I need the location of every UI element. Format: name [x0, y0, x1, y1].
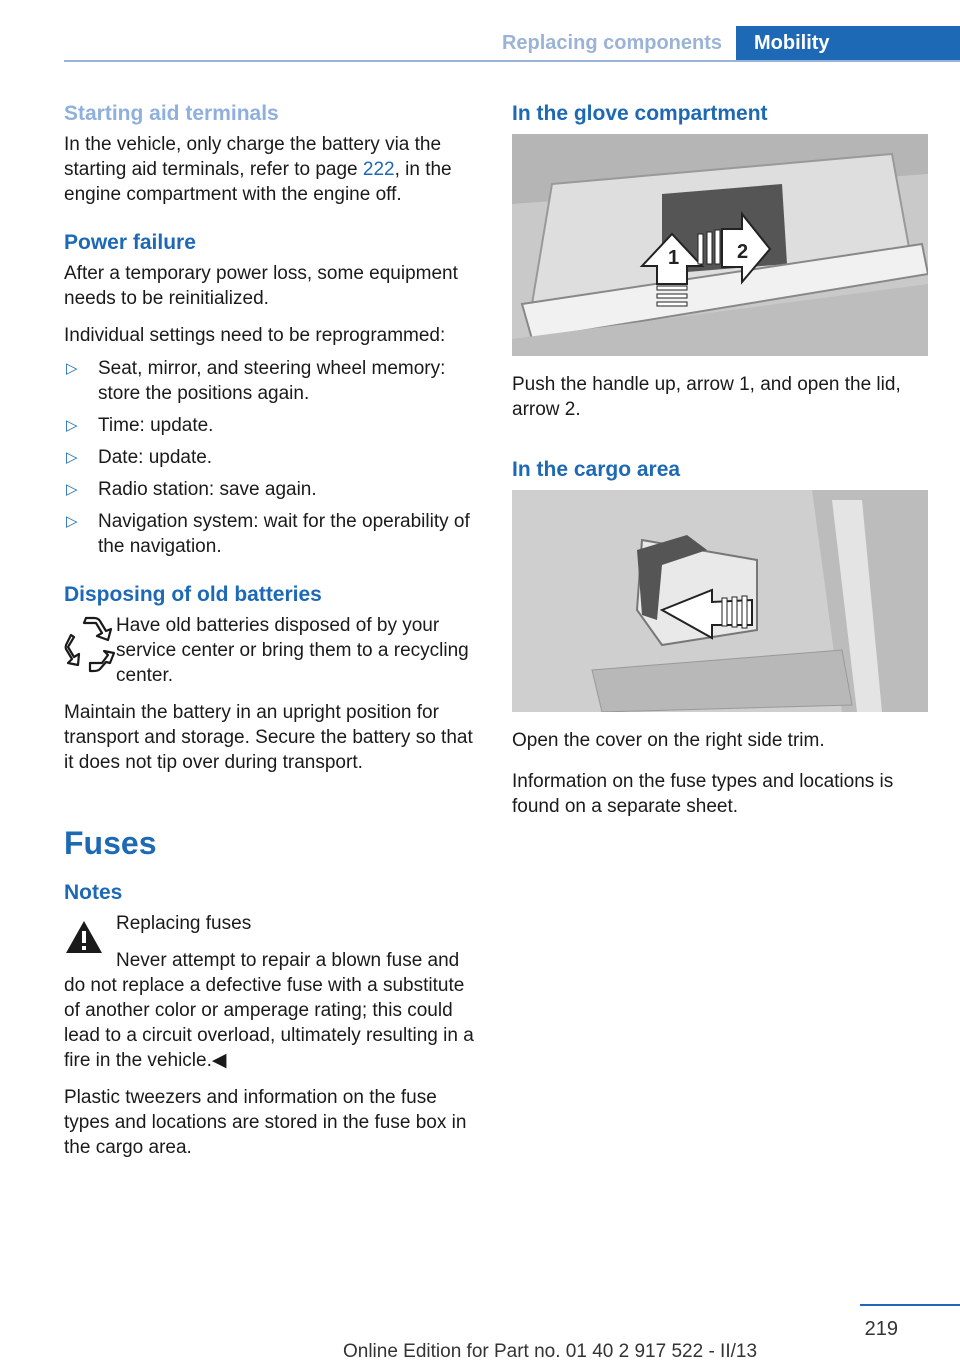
cargo-area-photo: [512, 490, 928, 712]
list-item: ▷ Date: update.: [66, 447, 213, 468]
warning-text: Never attempt to repair a blown fuse and do not replace a defective fuse with a substitute of another color or amperage rating; this could lead to a circuit overload, ultimately resulting in a fire in the vehicle.◀: [64, 950, 474, 1071]
cargo-heading: In the cargo area: [512, 458, 681, 481]
recycle-icon: [64, 613, 116, 673]
power-failure-para2: Individual settings need to be reprogrammed:: [64, 325, 446, 346]
header-rule: [64, 60, 960, 62]
page-number-rule: [860, 1304, 960, 1306]
footer-edition: Online Edition for Part no. 01 40 2 917 522 - II/13: [342, 1341, 758, 1362]
header-chapter-tab: Mobility: [736, 26, 960, 60]
recycle-note: [64, 613, 484, 688]
starting-aid-heading: Starting aid terminals: [64, 102, 279, 125]
cargo-para: Information on the fuse types and locations is found on a separate sheet.: [512, 771, 894, 817]
warning-icon: [64, 919, 104, 955]
list-item: ▷ Radio station: save again.: [66, 479, 317, 500]
fuses-heading: Fuses: [64, 825, 157, 861]
power-failure-heading: Power failure: [64, 231, 196, 254]
right-column: [512, 100, 928, 819]
warning-title: Replacing fuses: [116, 913, 252, 934]
list-item: ▷ Time: update.: [66, 415, 214, 436]
recycle-note-text: Have old batteries disposed of by your service center or bring them to a recycling center.: [116, 615, 469, 686]
starting-aid-text: In the vehicle, only charge the battery via the starting aid terminals, refer to page 222, in the engine compartment with the engine off.: [64, 134, 452, 205]
left-column: [64, 100, 484, 1160]
disposing-heading: Disposing of old batteries: [64, 583, 322, 606]
glove-caption: Push the handle up, arrow 1, and open the lid, arrow 2.: [512, 374, 901, 420]
svg-text:2: 2: [737, 241, 749, 263]
power-failure-para1: After a temporary power loss, some equipment needs to be reinitialized.: [64, 263, 458, 309]
list-item: ▷ Seat, mirror, and steering wheel memory: store the positions again.: [66, 358, 446, 404]
glove-heading: In the glove compartment: [512, 102, 768, 125]
triangle-bullet-icon: ▷: [66, 449, 78, 466]
triangle-bullet-icon: ▷: [66, 417, 78, 434]
page-number: 219: [864, 1318, 898, 1340]
settings-list: [64, 356, 484, 559]
glove-compartment-photo: [512, 134, 928, 356]
triangle-bullet-icon: ▷: [66, 360, 78, 377]
header-section-title: Replacing components: [501, 31, 722, 54]
list-item: ▷ Navigation system: wait for the operability of the navigation.: [66, 511, 470, 557]
disposing-para: Maintain the battery in an upright position for transport and storage. Secure the battery so that it does not tip over during transport.: [64, 702, 473, 773]
warning-note: [64, 911, 484, 1073]
triangle-bullet-icon: ▷: [66, 481, 78, 498]
cargo-caption: Open the cover on the right side trim.: [512, 730, 825, 751]
notes-heading: Notes: [64, 881, 123, 904]
fuses-para: Plastic tweezers and information on the fuse types and locations are stored in the fuse box in the cargo area.: [64, 1087, 467, 1158]
page-link[interactable]: 222: [362, 159, 395, 180]
svg-text:1: 1: [668, 247, 680, 269]
triangle-bullet-icon: ▷: [66, 513, 78, 530]
